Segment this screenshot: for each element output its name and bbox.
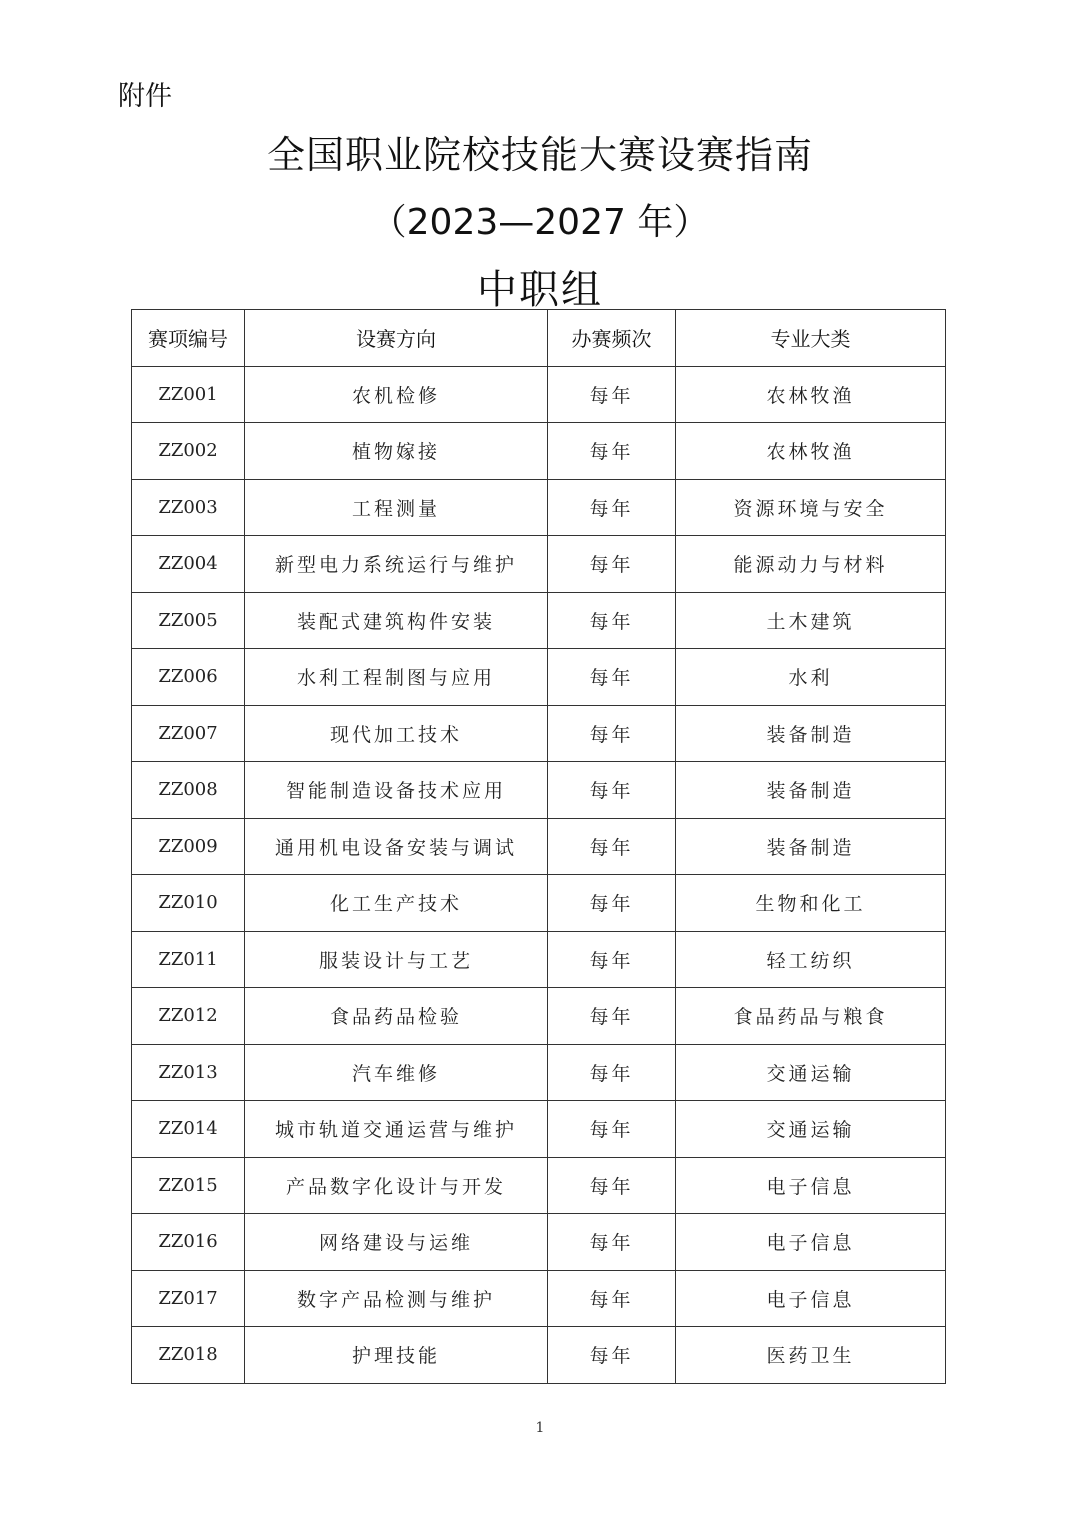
cell-code: ZZ003 — [132, 479, 245, 536]
cell-code: ZZ005 — [132, 592, 245, 649]
cell-frequency: 每年 — [548, 366, 676, 423]
cell-category: 医药卫生 — [676, 1327, 946, 1384]
cell-category: 农林牧渔 — [676, 423, 946, 480]
cell-category: 农林牧渔 — [676, 366, 946, 423]
table-row — [132, 1101, 946, 1158]
cell-frequency: 每年 — [548, 1044, 676, 1101]
cell-frequency: 每年 — [548, 875, 676, 932]
cell-direction: 护理技能 — [245, 1327, 548, 1384]
cell-frequency: 每年 — [548, 988, 676, 1045]
cell-category: 水利 — [676, 649, 946, 706]
cell-frequency: 每年 — [548, 762, 676, 819]
cell-direction: 服装设计与工艺 — [245, 931, 548, 988]
cell-direction: 网络建设与运维 — [245, 1214, 548, 1271]
cell-frequency: 每年 — [548, 818, 676, 875]
cell-code: ZZ002 — [132, 423, 245, 480]
cell-category: 装备制造 — [676, 705, 946, 762]
cell-direction: 农机检修 — [245, 366, 548, 423]
cell-category: 生物和化工 — [676, 875, 946, 932]
cell-code: ZZ015 — [132, 1157, 245, 1214]
cell-direction: 智能制造设备技术应用 — [245, 762, 548, 819]
cell-category: 轻工纺织 — [676, 931, 946, 988]
contest-table — [131, 309, 946, 1384]
document-title: 全国职业院校技能大赛设赛指南 — [266, 133, 813, 177]
cell-code: ZZ007 — [132, 705, 245, 762]
cell-direction: 汽车维修 — [245, 1044, 548, 1101]
cell-frequency: 每年 — [548, 931, 676, 988]
column-header-code: 赛项编号 — [132, 310, 245, 367]
cell-direction: 数字产品检测与维护 — [245, 1270, 548, 1327]
cell-category: 装备制造 — [676, 818, 946, 875]
cell-category: 资源环境与安全 — [676, 479, 946, 536]
cell-code: ZZ001 — [132, 366, 245, 423]
table-row — [132, 875, 946, 932]
cell-code: ZZ016 — [132, 1214, 245, 1271]
cell-direction: 食品药品检验 — [245, 988, 548, 1045]
attachment-label: 附件 — [118, 81, 172, 112]
cell-code: ZZ011 — [132, 931, 245, 988]
cell-direction: 植物嫁接 — [245, 423, 548, 480]
cell-category: 电子信息 — [676, 1214, 946, 1271]
cell-code: ZZ008 — [132, 762, 245, 819]
column-header-frequency: 办赛频次 — [548, 310, 676, 367]
table-row — [132, 1044, 946, 1101]
cell-code: ZZ012 — [132, 988, 245, 1045]
cell-frequency: 每年 — [548, 1214, 676, 1271]
cell-code: ZZ010 — [132, 875, 245, 932]
cell-direction: 化工生产技术 — [245, 875, 548, 932]
header-row — [132, 310, 946, 367]
cell-code: ZZ017 — [132, 1270, 245, 1327]
cell-category: 电子信息 — [676, 1157, 946, 1214]
cell-direction: 通用机电设备安装与调试 — [245, 818, 548, 875]
cell-direction: 装配式建筑构件安装 — [245, 592, 548, 649]
cell-category: 食品药品与粮食 — [676, 988, 946, 1045]
cell-frequency: 每年 — [548, 592, 676, 649]
cell-frequency: 每年 — [548, 649, 676, 706]
table-row — [132, 479, 946, 536]
table-body — [132, 366, 946, 1383]
table-row — [132, 818, 946, 875]
cell-category: 电子信息 — [676, 1270, 946, 1327]
cell-code: ZZ009 — [132, 818, 245, 875]
table-row — [132, 1157, 946, 1214]
cell-frequency: 每年 — [548, 1270, 676, 1327]
table-row — [132, 649, 946, 706]
cell-category: 能源动力与材料 — [676, 536, 946, 593]
cell-frequency: 每年 — [548, 423, 676, 480]
cell-category: 装备制造 — [676, 762, 946, 819]
page-number: 1 — [535, 1420, 545, 1436]
table-header — [132, 310, 946, 367]
table-row — [132, 366, 946, 423]
table-row — [132, 423, 946, 480]
table-row — [132, 536, 946, 593]
cell-direction: 现代加工技术 — [245, 705, 548, 762]
table-row — [132, 762, 946, 819]
cell-direction: 水利工程制图与应用 — [245, 649, 548, 706]
document-years: （2023—2027 年） — [370, 202, 710, 243]
table-row — [132, 931, 946, 988]
table-row — [132, 1327, 946, 1384]
cell-frequency: 每年 — [548, 479, 676, 536]
table-row — [132, 988, 946, 1045]
cell-category: 土木建筑 — [676, 592, 946, 649]
table-row — [132, 592, 946, 649]
cell-frequency: 每年 — [548, 1101, 676, 1158]
cell-frequency: 每年 — [548, 705, 676, 762]
cell-code: ZZ013 — [132, 1044, 245, 1101]
cell-frequency: 每年 — [548, 536, 676, 593]
cell-direction: 新型电力系统运行与维护 — [245, 536, 548, 593]
table-row — [132, 1270, 946, 1327]
cell-code: ZZ004 — [132, 536, 245, 593]
group-heading: 中职组 — [477, 267, 603, 313]
cell-code: ZZ014 — [132, 1101, 245, 1158]
column-header-category: 专业大类 — [676, 310, 946, 367]
cell-frequency: 每年 — [548, 1157, 676, 1214]
column-header-direction: 设赛方向 — [245, 310, 548, 367]
cell-direction: 工程测量 — [245, 479, 548, 536]
cell-direction: 产品数字化设计与开发 — [245, 1157, 548, 1214]
cell-category: 交通运输 — [676, 1044, 946, 1101]
cell-direction: 城市轨道交通运营与维护 — [245, 1101, 548, 1158]
cell-frequency: 每年 — [548, 1327, 676, 1384]
cell-code: ZZ018 — [132, 1327, 245, 1384]
table-row — [132, 705, 946, 762]
cell-code: ZZ006 — [132, 649, 245, 706]
table-row — [132, 1214, 946, 1271]
cell-category: 交通运输 — [676, 1101, 946, 1158]
